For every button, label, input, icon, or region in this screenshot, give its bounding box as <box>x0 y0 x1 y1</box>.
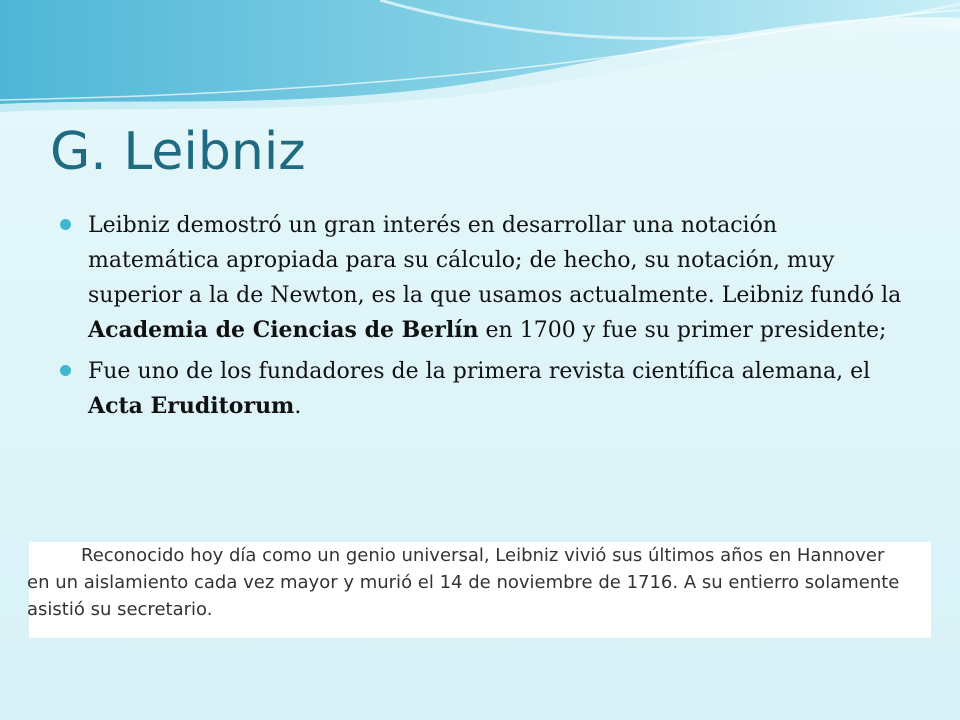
bullet-item <box>60 354 910 424</box>
bullet-text-bold: Acta Eruditorum <box>88 393 295 419</box>
header-wave-decoration <box>0 0 960 120</box>
bullet-text-part: en 1700 y fue su primer presidente; <box>478 318 887 343</box>
bullet-dot-icon <box>60 219 71 230</box>
scanned-line: asistió su secretario. <box>27 599 213 620</box>
scanned-line: Reconocido hoy día como un genio universal, Leibniz vivió sus últimos años en Hannover <box>81 545 885 566</box>
bullet-text-part: Leibniz demostró un gran interés en desarrollar una notación matemática apropiada para su cálculo; de hecho, su notación, muy superior a la de Newton, es la que usamos actualmente. Leibniz fundó la <box>88 213 902 308</box>
bullet-text-part: Fue uno de los fundadores de la primera revista científica alemana, el <box>88 359 871 384</box>
bullet-text-part: . <box>294 394 302 419</box>
scanned-excerpt-image <box>29 542 931 638</box>
scanned-excerpt-text <box>29 542 931 623</box>
slide-title: G. Leibniz <box>50 122 306 182</box>
bullet-dot-icon <box>60 365 71 376</box>
bullet-list <box>60 208 910 430</box>
scanned-line: en un aislamiento cada vez mayor y murió el 14 de noviembre de 1716. A su entierro solamente <box>27 572 900 593</box>
bullet-text-bold: Academia de Ciencias de Berlín <box>88 317 479 343</box>
bullet-item <box>60 208 910 348</box>
